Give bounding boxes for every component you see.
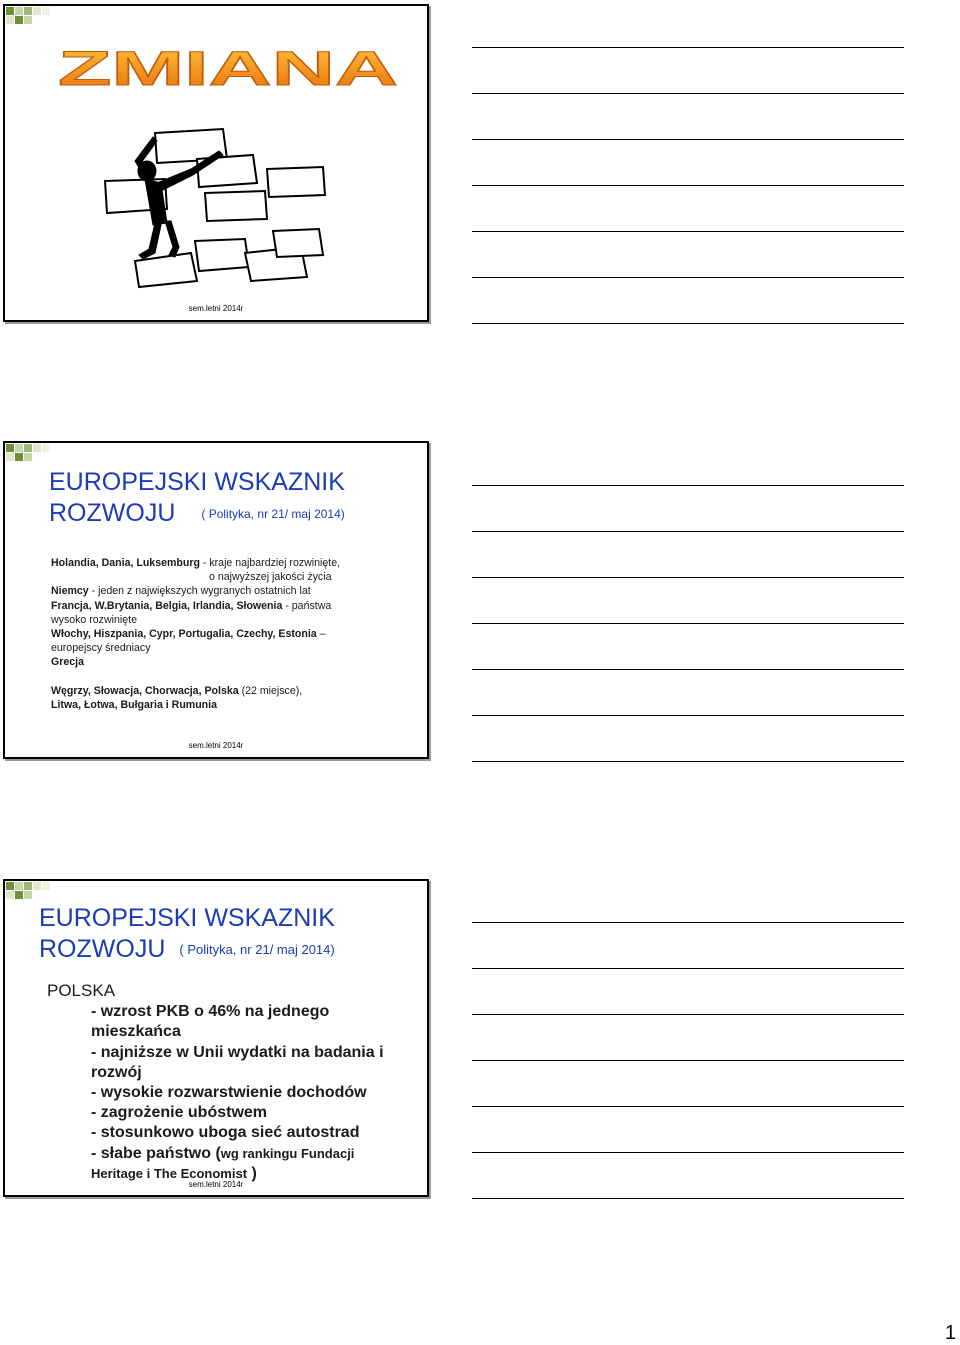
note-line	[472, 968, 904, 969]
note-line	[472, 922, 904, 923]
note-line	[472, 761, 904, 762]
list-item: - wzrost PKB o 46% na jednego	[91, 1003, 330, 1021]
slide-2	[3, 441, 429, 759]
note-line	[472, 1014, 904, 1015]
note-line	[472, 93, 904, 94]
title-line-2: ROZWOJU	[49, 499, 176, 527]
text-countries: Niemcy	[51, 585, 89, 598]
text-desc: - państwa	[282, 599, 332, 612]
note-line	[472, 485, 904, 486]
text-desc: (22 miejsce),	[238, 684, 303, 697]
note-line	[472, 231, 904, 232]
list-item: - najniższe w Unii wydatki na badania i	[91, 1043, 384, 1061]
slide-3	[3, 879, 429, 1197]
list-item: - zagrożenie ubóstwem	[91, 1104, 268, 1122]
title-line-1: EUROPEJSKI WSKAZNIK	[49, 468, 345, 496]
title-source: ( Polityka, nr 21/ maj 2014)	[201, 507, 345, 521]
slide-1	[3, 4, 429, 322]
page-number: 1	[944, 1322, 956, 1344]
title-line-1: EUROPEJSKI WSKAZNIK	[39, 904, 335, 932]
note-line	[472, 1060, 904, 1061]
text-desc: - kraje najbardziej rozwinięte,	[199, 557, 341, 569]
list-item-continued: rozwój	[91, 1063, 142, 1081]
note-line	[472, 47, 904, 48]
text-countries: Litwa, Łotwa, Bułgaria i Rumunia	[51, 698, 217, 711]
title-source: ( Polityka, nr 21/ maj 2014)	[179, 942, 335, 957]
note-line	[472, 323, 904, 324]
slide-body	[51, 556, 421, 712]
corner-squares-decoration	[5, 6, 65, 36]
note-line	[472, 277, 904, 278]
svg-text:ZMIANA: ZMIANA	[58, 44, 398, 92]
text-desc: wysoko rozwinięte	[51, 613, 137, 626]
text-countries: Węgrzy, Słowacja, Chorwacja, Polska	[51, 684, 239, 697]
slide-footer: sem.letni 2014r	[188, 304, 244, 313]
text-desc: - jeden z największych wygranych ostatnich lat	[88, 585, 311, 598]
section-heading: POLSKA	[47, 981, 116, 1000]
list-item-small-text: Heritage i The Economist	[91, 1165, 248, 1181]
note-line	[472, 669, 904, 670]
slide-title	[49, 467, 345, 530]
note-line	[472, 531, 904, 532]
list-item	[47, 1144, 417, 1164]
text-countries: Francja, W.Brytania, Belgia, Irlandia, Słowenia	[51, 599, 283, 612]
text-desc: –	[316, 628, 326, 641]
note-line	[472, 139, 904, 140]
list-item-text: - słabe państwo (	[91, 1144, 221, 1162]
note-line	[472, 1152, 904, 1153]
list-item-text: )	[247, 1164, 257, 1182]
text-desc: o najwyższej jakości życia	[209, 571, 332, 584]
slide-body	[47, 981, 417, 1184]
slide-footer: sem.letni 2014r	[188, 741, 244, 750]
note-line	[472, 1198, 904, 1199]
note-line	[472, 1106, 904, 1107]
text-countries: Grecja	[51, 656, 84, 669]
note-line	[472, 715, 904, 716]
list-item-small-text: wg rankingu Fundacji	[220, 1145, 355, 1161]
slide-title	[39, 903, 335, 965]
list-item: - stosunkowo uboga sieć autostrad	[91, 1124, 360, 1142]
text-countries: Holandia, Dania, Luksemburg	[51, 557, 200, 569]
title-line-2: ROZWOJU	[39, 935, 166, 963]
note-line	[472, 185, 904, 186]
note-line	[472, 623, 904, 624]
list-item: - wysokie rozwarstwienie dochodów	[91, 1084, 367, 1102]
list-item-continued: mieszkańca	[91, 1023, 181, 1041]
text-desc: europejscy średniacy	[51, 642, 151, 655]
text-countries: Włochy, Hiszpania, Cypr, Portugalia, Czechy, Estonia	[51, 628, 317, 641]
zmiana-wordart	[53, 44, 403, 92]
stick-figure-with-papers-illustration	[95, 121, 335, 291]
slide-footer: sem.letni 2014r	[188, 1180, 244, 1189]
note-line	[472, 577, 904, 578]
